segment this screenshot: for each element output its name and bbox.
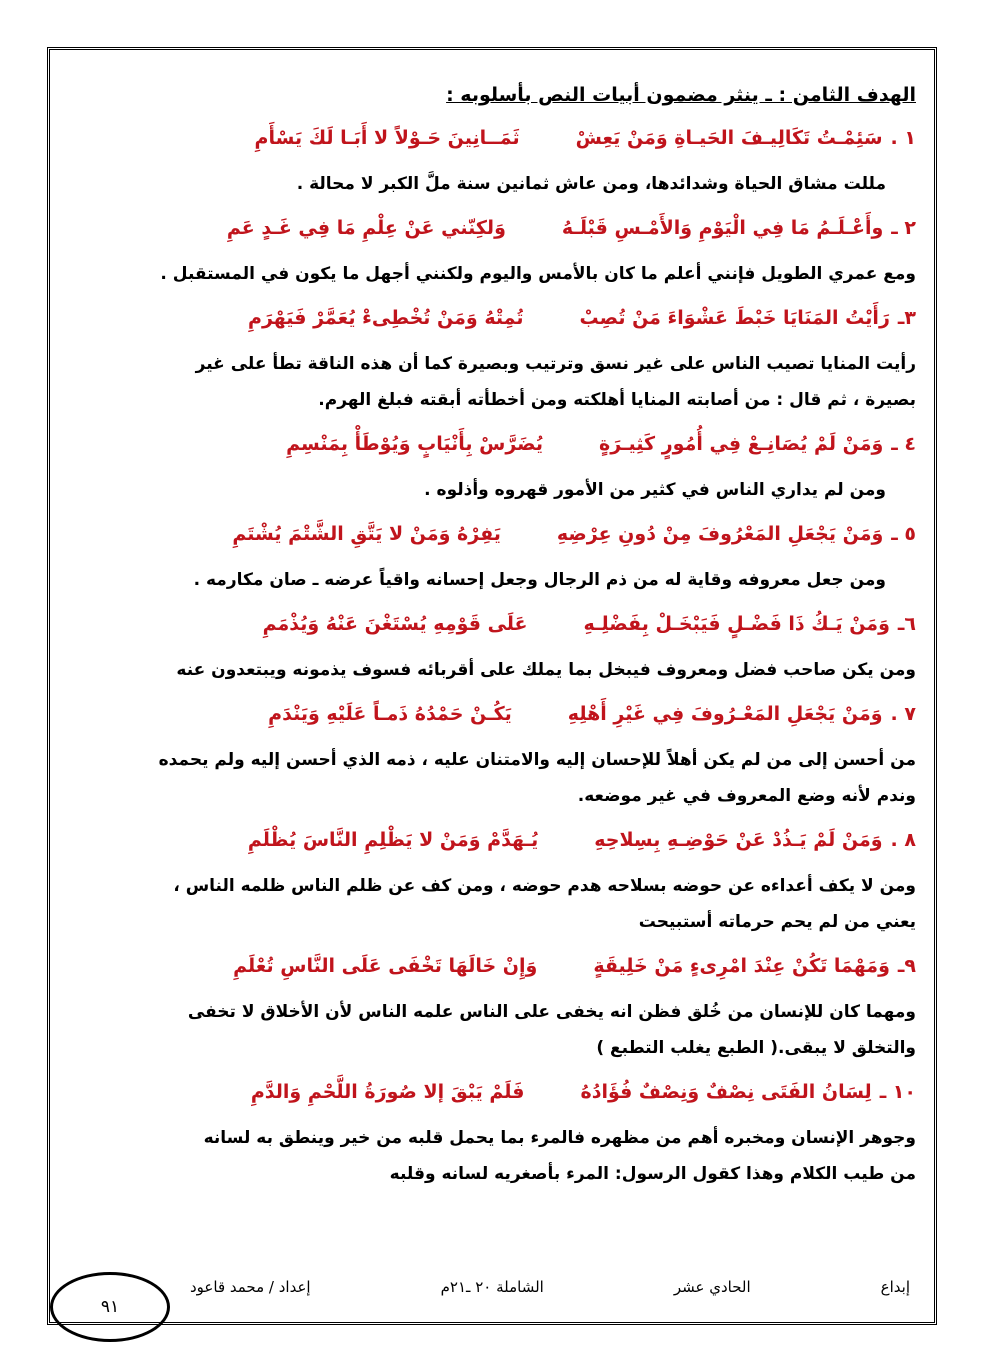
verse-explanation (60, 742, 916, 814)
verse-second-hemistich: يَفِرْهُ وَمَنْ لا يَتَّقِ الشَّتْمَ يُشْتَمِ (232, 523, 501, 545)
verse-line (60, 520, 916, 548)
verse-line (60, 304, 916, 332)
verse-explanation (60, 256, 916, 292)
verse-number: ٦ـ (897, 613, 916, 635)
verse-first-hemistich: وَمَهْمَا تَكُنْ عِنْدَ امْرِىءٍ مَنْ خَلِيقَةٍ (593, 955, 890, 977)
verse-line (60, 1078, 916, 1106)
verse-number: ٧ . (890, 703, 916, 725)
verse-second-hemistich: فَلَمْ يَبْقَ إلا صُورَةُ اللَّحْمِ وَالدَّمِ (250, 1081, 525, 1103)
verse-second-hemistich: وَلكِنّني عَنْ عِلْمِ مَا فِي غَـدٍ عَمِ (226, 217, 506, 239)
verse-number: ١٠ ـ (879, 1081, 916, 1103)
verse-line (60, 610, 916, 638)
verse-explanation (60, 994, 916, 1066)
verse-first-hemistich: وَمَنْ لَمْ يُصَانِـعْ فِي أُمُورٍ كَثِيـرَةٍ (599, 433, 884, 455)
page-footer (190, 1278, 910, 1296)
verse-second-hemistich: ثَمَــانِينَ حَـوْلاً لا أَبَـا لَكَ يَسْأَمِ (254, 127, 520, 149)
footer-edition: الشاملة ٢٠ ـ٢١م (440, 1278, 544, 1296)
verse-second-hemistich: وَإِنْ خَالَهَا تَخْفَى عَلَى النَّاسِ تُعْلَمِ (233, 955, 538, 977)
verse-second-hemistich: عَلَى قَوْمِهِ يُسْتَغْنَ عَنْهُ وَيُذْمَمِ (262, 613, 528, 635)
verse-explanation (60, 868, 916, 940)
verse-first-hemistich: وَمَنْ يَجْعَلِ المَعْرُوفَ مِنْ دُونِ عِرْضِهِ (556, 523, 884, 545)
verse-second-hemistich: يُـهَدَّمْ وَمَنْ لا يَظْلِمِ النَّاسَ يُظْلَمِ (247, 829, 539, 851)
explanation-line: ومن لم يداري الناس في كثير من الأمور قهروه وأذلوه . (424, 480, 886, 500)
verse-second-hemistich: تُمِتْهُ وَمَنْ تُخْطِىءْ يُعَمَّرْ فَيَهْرَمِ (248, 307, 524, 329)
explanation-line: وجوهر الإنسان ومخبره أهم من مظهره فالمرء بما يحمل قلبه من خير وينطق به لسانه (203, 1128, 916, 1148)
footer-grade: الحادي عشر (673, 1278, 751, 1296)
document-body (60, 78, 916, 1204)
explanation-line: ومن جعل معروفه وقاية له من ذم الرجال وجعل إحسانه واقياً عرضه ـ صان مكارمه . (193, 570, 886, 590)
page-heading: الهدف الثامن : ـ ينثر مضمون أبيات النص بأسلوبه : (446, 84, 916, 106)
verse-explanation (60, 346, 916, 418)
verse-number: ٩ـ (897, 955, 916, 977)
verses-list (60, 124, 916, 1192)
explanation-line: يعني من لم يحم حرماته أستبيحت (638, 912, 916, 932)
footer-author: إعداد / محمد قاعود (190, 1278, 311, 1296)
verse-first-hemistich: وأَعْـلَـمُ مَا فِي الْيَوْمِ وَالأَمْـسِ قَبْلَـهُ (561, 217, 884, 239)
verse-second-hemistich: يُضَرَّسْ بِأَنْيَابٍ وَيُوْطَأْ بِمَنْسِمِ (286, 433, 544, 455)
page-number-oval (50, 1272, 170, 1342)
verse-explanation (60, 166, 916, 202)
page-number: ٩١ (100, 1297, 120, 1317)
verse-line (60, 430, 916, 458)
explanation-line: ومن يكن صاحب فضل ومعروف فيبخل بما يملك على أقربائه فسوف يذمونه ويبتعدون عنه (176, 660, 916, 680)
verse-explanation (60, 652, 916, 688)
verse-number: ٣ـ (897, 307, 916, 329)
verse-explanation (60, 562, 916, 598)
explanation-line: رأيت المنايا تصيب الناس على غير نسق وترتيب وبصيرة كما أن هذه الناقة تطأ على غير (195, 354, 916, 374)
footer-ibdaa: إبداع (880, 1278, 910, 1296)
explanation-line: ومهما كان للإنسان من خُلق فظن انه يخفى على الناس علمه الناس لأن الأخلاق لا تخفى (187, 1002, 916, 1022)
verse-line (60, 214, 916, 242)
verse-first-hemistich: وَمَنْ يَجْعَلِ المَعْـرُوفَ فِي غَيْرِ أَهْلِهِ (567, 703, 883, 725)
verse-first-hemistich: وَمَنْ يَـكُ ذَا فَضْـلٍ فَيَبْخَـلْ بِفَضْلِـهِ (583, 613, 890, 635)
explanation-line: وندم لأنه وضع المعروف في غير موضعه. (577, 786, 916, 806)
verse-first-hemistich: سَئِمْـتُ تَكَالِيـفَ الحَيـاةِ وَمَنْ يَعِشْ (575, 127, 883, 149)
verse-number: ٤ ـ (891, 433, 916, 455)
verse-number: ٨ . (890, 829, 916, 851)
verse-line (60, 124, 916, 152)
verse-line (60, 952, 916, 980)
verse-explanation (60, 1120, 916, 1192)
verse-number: ٢ ـ (891, 217, 916, 239)
explanation-line: بصيرة ، ثم قال : من أصابته المنايا أهلكته ومن أخطأته أبقته فبلغ الهرم. (318, 390, 916, 410)
explanation-line: ومع عمري الطويل فإنني أعلم ما كان بالأمس واليوم ولكنني أجهل ما يكون في المستقبل . (160, 264, 916, 284)
verse-explanation (60, 472, 916, 508)
verse-first-hemistich: رَأَيْتُ المَنَايَا خَبْطَ عَشْوَاءَ مَنْ تُصِبْ (579, 307, 890, 329)
verse-second-hemistich: يَكُـنْ حَمْدُهُ ذَمـاً عَلَيْهِ وَيَنْدَمِ (268, 703, 512, 725)
verse-first-hemistich: لِسَانُ الفَتَى نِصْفٌ وَنِصْفٌ فُؤَادُهُ (580, 1081, 872, 1103)
verse-number: ٥ ـ (891, 523, 916, 545)
explanation-line: من طيب الكلام وهذا كقول الرسول: المرء بأصغريه لسانه وقلبه (389, 1164, 916, 1184)
explanation-line: من أحسن إلى من لم يكن أهلاً للإحسان إليه والامتنان عليه ، ذمه الذي أحسن إليه ولم يحمده (158, 750, 916, 770)
explanation-line: مللت مشاق الحياة وشدائدها، ومن عاش ثمانين سنة ملَّ الكبر لا محالة . (296, 174, 886, 194)
explanation-line: والتخلق لا يبقى.( الطبع يغلب التطبع ) (596, 1038, 916, 1058)
verse-line (60, 826, 916, 854)
verse-number: ١ . (890, 127, 916, 149)
verse-line (60, 700, 916, 728)
verse-first-hemistich: وَمَنْ لَمْ يَـذُدْ عَنْ حَوْضِـهِ بِسِلاحِهِ (594, 829, 883, 851)
explanation-line: ومن لا يكف أعداءه عن حوضه بسلاحه هدم حوضه ، ومن كف عن ظلم الناس ظلمه الناس ، (173, 876, 916, 896)
